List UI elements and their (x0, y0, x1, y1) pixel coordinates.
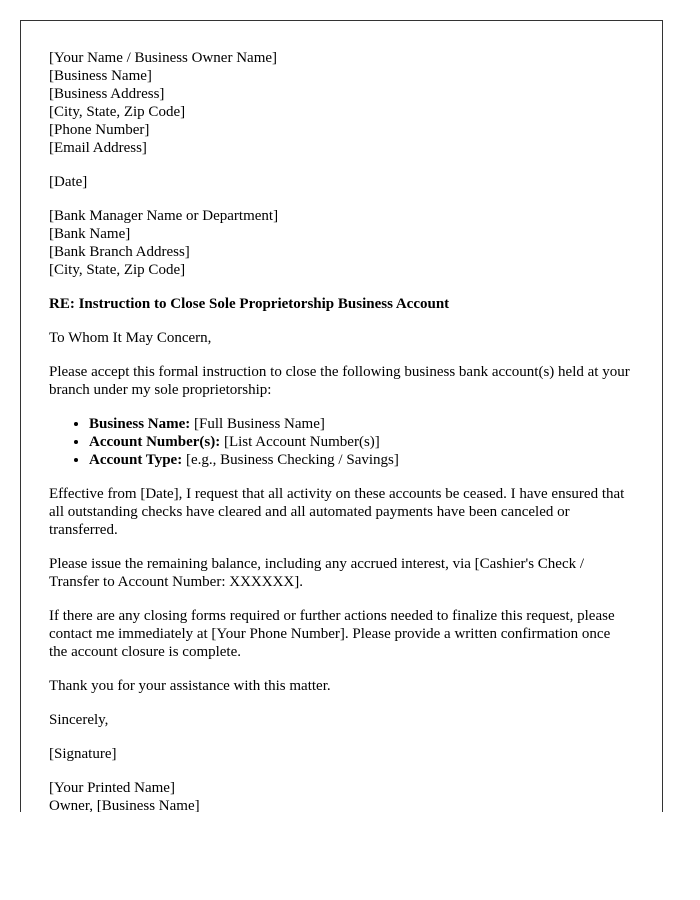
sender-phone: [Phone Number] (49, 122, 150, 138)
recipient-city: [City, State, Zip Code] (49, 262, 186, 278)
signature: [Signature] (49, 746, 117, 762)
list-item (89, 415, 632, 433)
salutation: To Whom It May Concern, (49, 330, 212, 346)
detail-label: Account Number(s): (89, 434, 221, 450)
recipient-address: [Bank Branch Address] (49, 244, 190, 260)
letter-date: [Date] (49, 174, 88, 190)
intro-paragraph: Please accept this formal instruction to close the following business bank account(s) held at your branch under my sole proprietorship: (49, 364, 630, 398)
closing: Sincerely, (49, 712, 109, 728)
list-item (89, 451, 632, 469)
account-details-list (49, 415, 632, 469)
subject-text: RE: Instruction to Close Sole Proprietorship Business Account (49, 296, 450, 312)
printed-name: [Your Printed Name] (49, 780, 175, 796)
sender-email: [Email Address] (49, 140, 147, 156)
sender-address: [Business Address] (49, 86, 165, 102)
detail-label: Business Name: (89, 416, 191, 432)
sender-name: [Your Name / Business Owner Name] (49, 50, 278, 66)
list-item (89, 433, 632, 451)
detail-value: [Full Business Name] (190, 416, 325, 432)
recipient-bank: [Bank Name] (49, 226, 131, 242)
letter-page (20, 20, 663, 812)
balance-paragraph: Please issue the remaining balance, including any accrued interest, via [Cashier's Check / Transfer to Account Number: XXXXXX]. (49, 556, 585, 590)
title-line: Owner, [Business Name] (49, 798, 200, 812)
detail-value: [List Account Number(s)] (220, 434, 380, 450)
sender-city: [City, State, Zip Code] (49, 104, 186, 120)
effective-paragraph: Effective from [Date], I request that all activity on these accounts be ceased. I have ensured that all outstanding checks have cleared and all automated payments have been canceled or transferred. (49, 486, 625, 538)
detail-value: [e.g., Business Checking / Savings] (182, 452, 399, 468)
contact-paragraph: If there are any closing forms required or further actions needed to finalize this request, please contact me immediately at [Your Phone Number]. Please provide a written confirmation once the account closure is complete. (49, 608, 615, 660)
subject-line (49, 295, 632, 313)
sender-business: [Business Name] (49, 68, 152, 84)
recipient-block (49, 207, 632, 279)
recipient-manager: [Bank Manager Name or Department] (49, 208, 279, 224)
detail-label: Account Type: (89, 452, 183, 468)
thanks-paragraph: Thank you for your assistance with this matter. (49, 678, 331, 694)
sender-block (49, 49, 632, 157)
signoff-block (49, 779, 632, 812)
